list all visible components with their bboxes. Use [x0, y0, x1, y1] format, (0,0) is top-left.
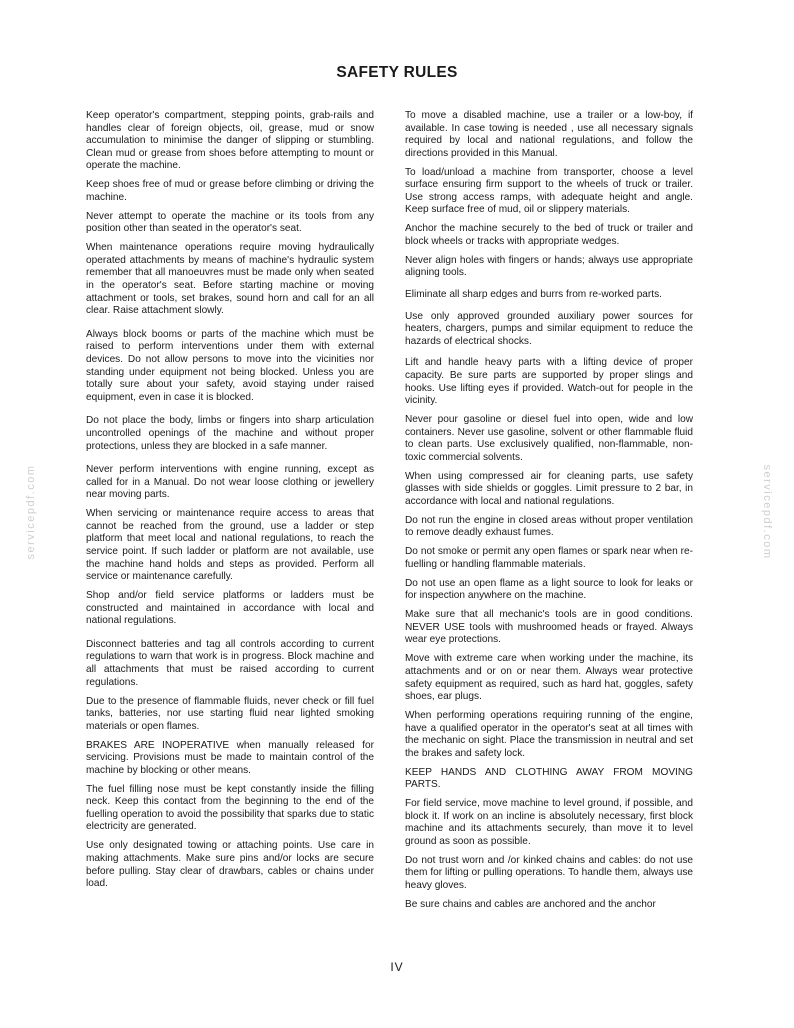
- paragraph: When maintenance operations require moving hydraulically operated attachments by means of machine's hydraulic system remember that all manoeuvres must be made only when seated in the operator's seat. Before starting machine or moving attachment or tools, set brakes, sound horn and call for an all clear. Raise attachment slowly.: [86, 242, 374, 317]
- paragraph: Do not place the body, limbs or fingers into sharp articulation uncontrolled openings of the machine and without proper protections, unless they are blocked in a safe manner.: [86, 415, 374, 452]
- paragraph: Use only designated towing or attaching points. Use care in making attachments. Make sure pins and/or locks are secure before pulling. Stay clear of drawbars, cables or chains under load.: [86, 840, 374, 890]
- paragraph: Never align holes with fingers or hands; always use appropriate aligning tools.: [405, 254, 693, 279]
- page-number: IV: [390, 960, 404, 974]
- paragraph: Lift and handle heavy parts with a lifting device of proper capacity. Be sure parts are supported by proper slings and hooks. Use lifting eyes if provided. Watch-out for people in the vicinity.: [405, 357, 693, 407]
- paragraph: Do not use an open flame as a light source to look for leaks or for inspection anywhere on the machine.: [405, 577, 693, 602]
- paragraph: Do not trust worn and /or kinked chains and cables: do not use them for lifting or pulling operations. To handle them, always use heavy gloves.: [405, 854, 693, 892]
- watermark-right: servicepdf.com: [761, 464, 773, 560]
- paragraph: Never perform interventions with engine running, except as called for in a Manual. Do not wear loose clothing or jewellery near moving parts.: [86, 464, 374, 501]
- paragraph: Never pour gasoline or diesel fuel into open, wide and low containers. Never use gasoline, solvent or other flammable fluid to clean parts. Use exclusively qualified, non-flammable, non-toxic commercial solvents.: [405, 414, 693, 463]
- paragraph: Eliminate all sharp edges and burrs from re-worked parts.: [405, 289, 662, 301]
- paragraph: Move with extreme care when working under the machine, its attachments and or on or near them. Always wear protective safety equipment as required, such as hard hat, goggles, safety shoes, ear plugs.: [405, 653, 693, 703]
- paragraph: Keep shoes free of mud or grease before climbing or driving the machine.: [86, 179, 374, 203]
- paragraph: Never attempt to operate the machine or its tools from any position other than seated in the operator's seat.: [86, 210, 374, 235]
- paragraph: Disconnect batteries and tag all controls according to current regulations to warn that work is in progress. Block machine and all attachments that must be raised according to current regulations.: [86, 638, 374, 688]
- paragraph: To move a disabled machine, use a trailer or a low-boy, if available. In case towing is needed , use all necessary signals required by local and national regulations, and follow the directions provided in this Manual.: [405, 110, 693, 159]
- paragraph: The fuel filling nose must be kept constantly inside the filling neck. Keep this contact from the beginning to the end of the fuelling operation to avoid the possibility that sparks due to static electricity are generated.: [86, 783, 374, 833]
- paragraph: Use only approved grounded auxiliary power sources for heaters, chargers, pumps and similar equipment to reduce the hazards of electrical shocks.: [405, 310, 693, 347]
- paragraph: Due to the presence of flammable fluids, never check or fill fuel tanks, batteries, nor use starting fluid near lighted smoking materials or open flames.: [86, 695, 374, 732]
- right-column: [405, 110, 693, 918]
- watermark-left: servicepdf.com: [25, 464, 37, 560]
- paragraph: When performing operations requiring running of the engine, have a qualified operator in the operator's seat at all times with the mechanic on sight. Place the transmission in neutral and set the brakes and safety lock.: [405, 710, 693, 759]
- paragraph: Anchor the machine securely to the bed of truck or trailer and block wheels or tracks with appropriate wedges.: [405, 223, 693, 247]
- left-column: [86, 110, 374, 897]
- paragraph: Make sure that all mechanic's tools are in good conditions. NEVER USE tools with mushroomed heads or frayed. Always wear eye protections.: [405, 609, 693, 646]
- paragraph: Shop and/or field service platforms or ladders must be constructed and maintained in accordance with local and national regulations.: [86, 590, 374, 627]
- paragraph: Do not run the engine in closed areas without proper ventilation to remove deadly exhaust fumes.: [405, 514, 693, 539]
- paragraph: For field service, move machine to level ground, if possible, and block it. If work on an incline is absolutely necessary, first block machine and its attachments securely, than move it to level ground as soon as possible.: [405, 798, 693, 847]
- paragraph: When using compressed air for cleaning parts, use safety glasses with side shields or goggles. Limit pressure to 2 bar, in accordance with local and national regulations.: [405, 470, 693, 507]
- paragraph: BRAKES ARE INOPERATIVE when manually released for servicing. Provisions must be made to maintain control of the machine by blocking or other means.: [86, 739, 374, 776]
- paragraph: Do not smoke or permit any open flames or spark near when re-fuelling or handling flammable materials.: [405, 546, 693, 570]
- paragraph: Always block booms or parts of the machine which must be raised to perform interventions under them with external devices. Do not allow persons to move into the vicinities nor standing under equipment not being blocked. Unless you are totally sure about your safety, avoid staying under raised equipment, even in case it is blocked.: [86, 328, 374, 403]
- paragraph: Be sure chains and cables are anchored and the anchor: [405, 898, 656, 910]
- paragraph: When servicing or maintenance require access to areas that cannot be reached from the ground, use a ladder or step platform that meet local and national regulations, to reach the service point. If such ladder or platform are not available, use the machine hand holds and steps as provided. Perform all service or maintenance carefully.: [86, 508, 374, 583]
- paragraph: KEEP HANDS AND CLOTHING AWAY FROM MOVING PARTS.: [405, 766, 693, 791]
- page-title: SAFETY RULES: [336, 64, 458, 81]
- paragraph: To load/unload a machine from transporter, choose a level surface ensuring firm support to the wheels of truck or trailer. Use strong access ramps, with adequate height and angle. Keep surface free of mud, oil or slippery materials.: [405, 166, 693, 216]
- paragraph: Keep operator's compartment, stepping points, grab-rails and handles clear of foreign objects, oil, grease, mud or snow accumulation to minimise the danger of slipping or stumbling. Clean mud or grease from shoes before attempting to mount or operate the machine.: [86, 110, 374, 172]
